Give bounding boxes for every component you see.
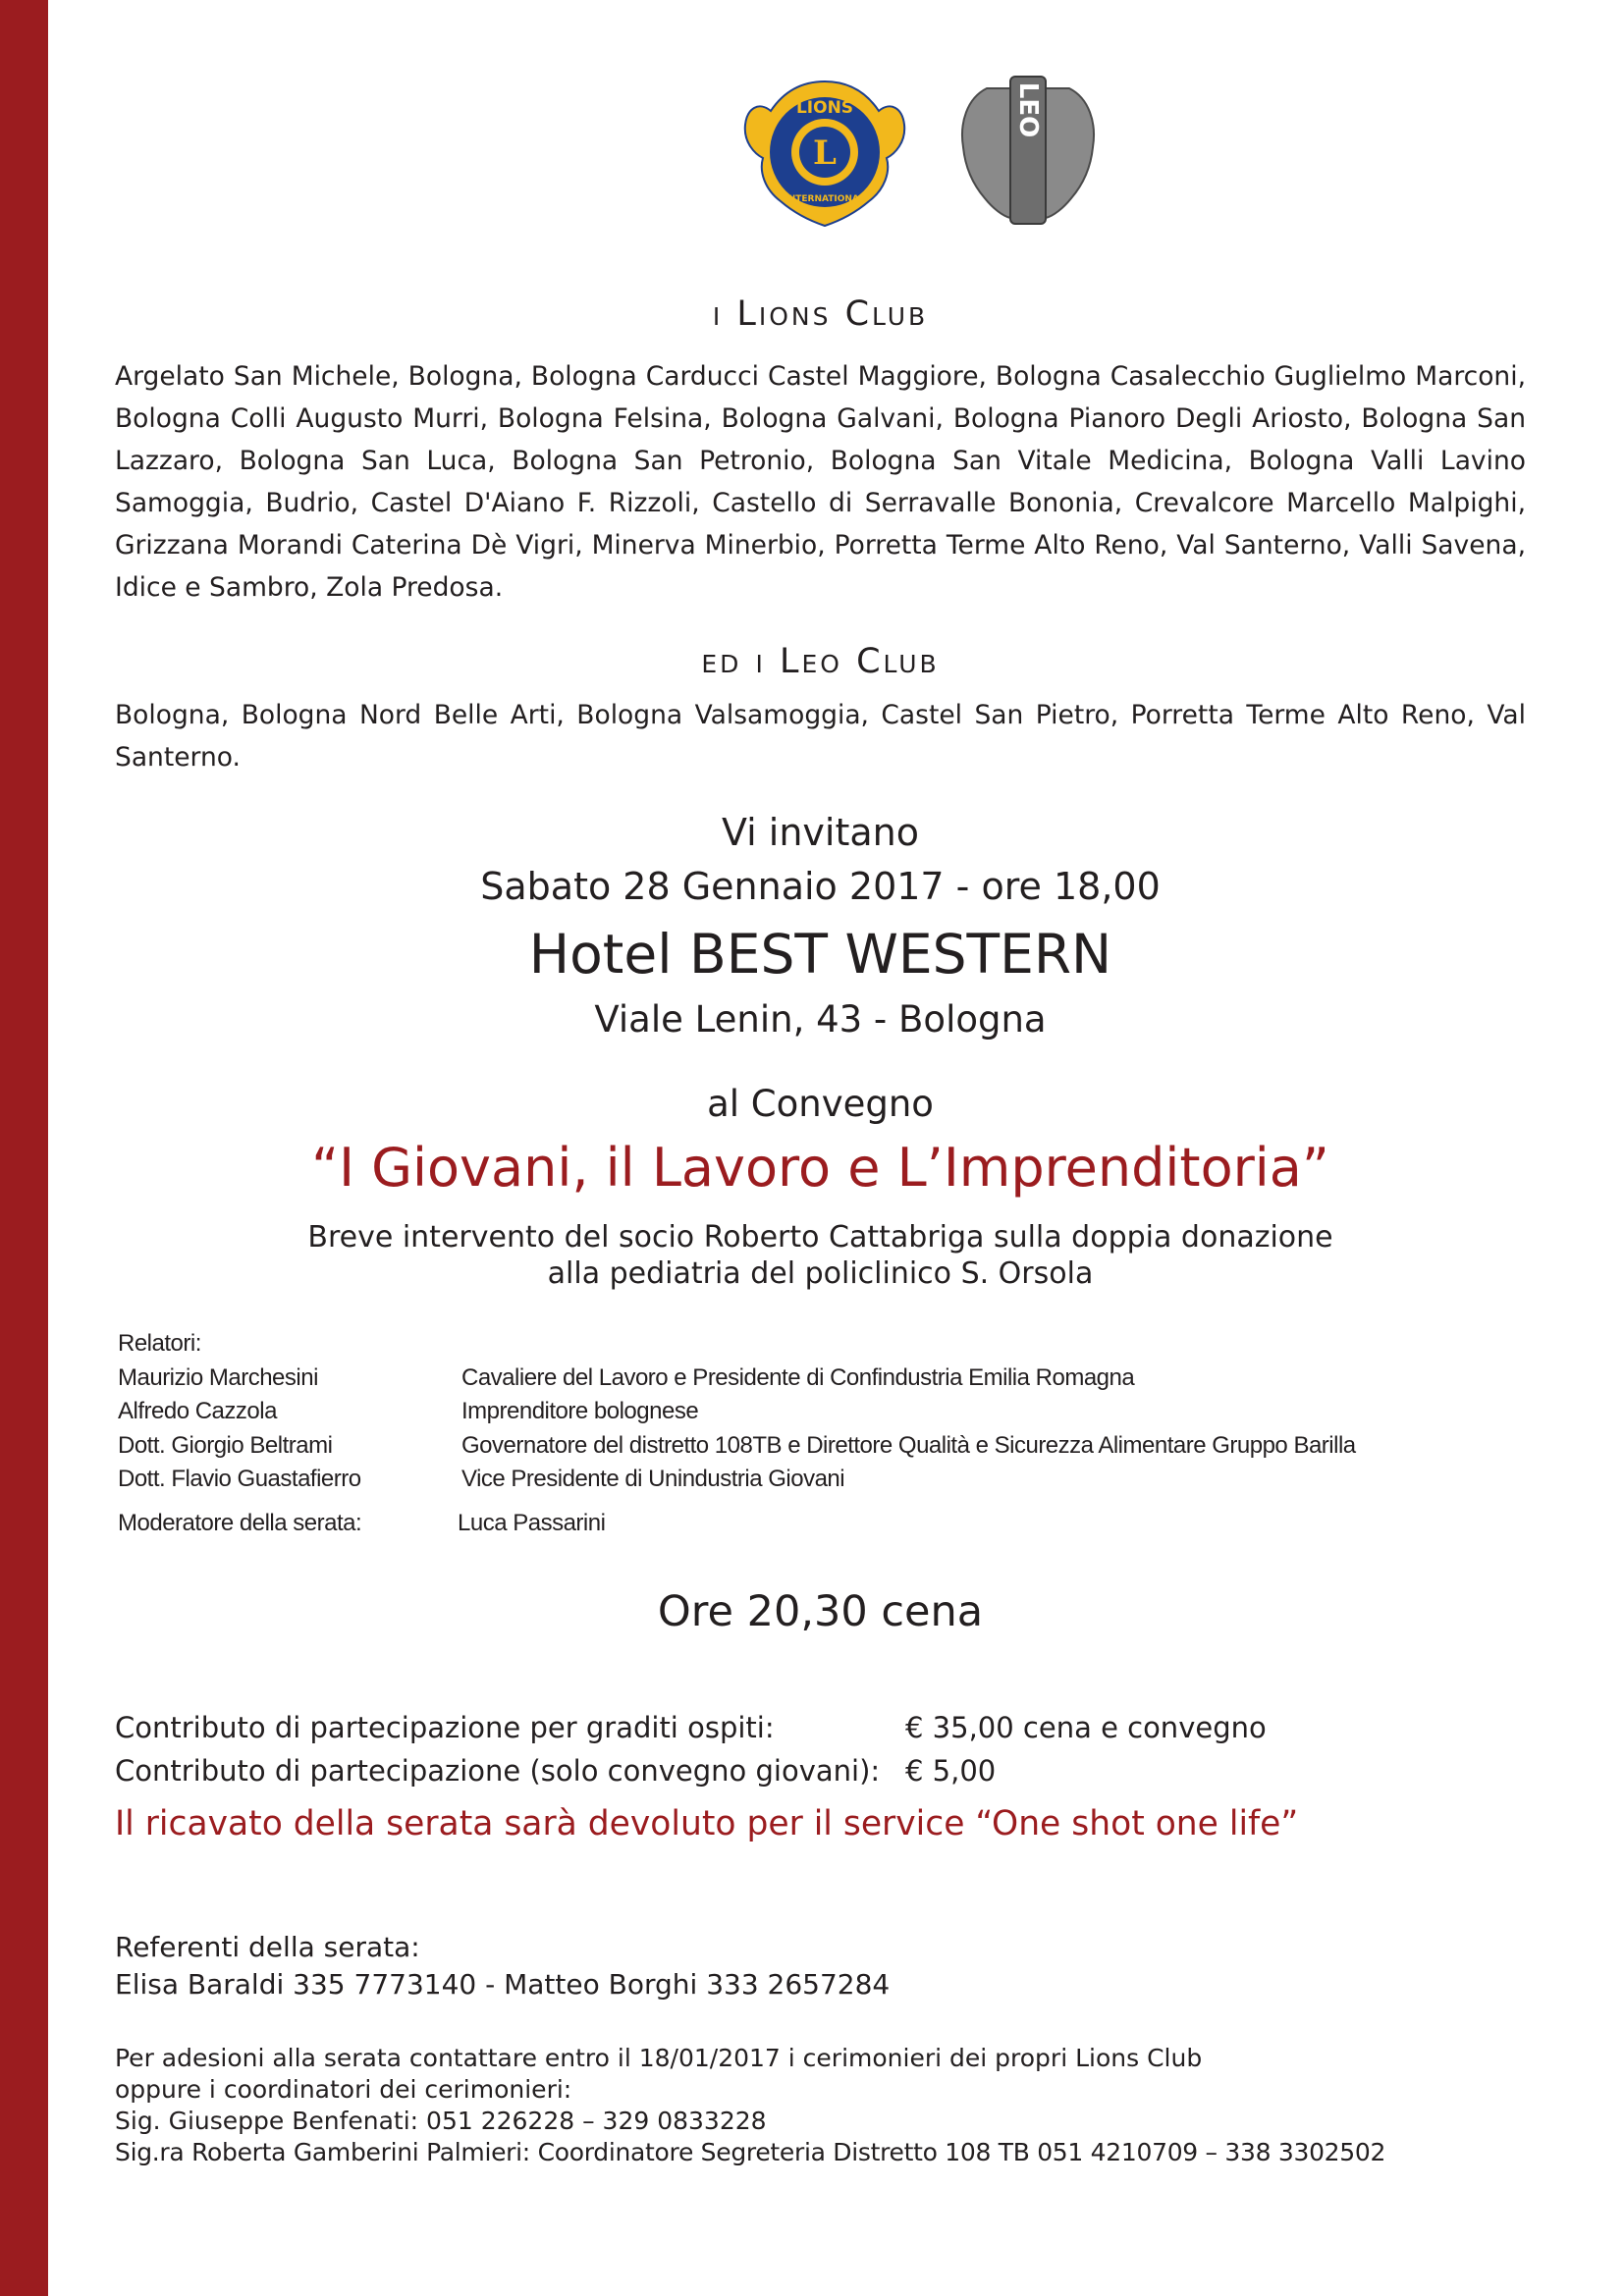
fee-label: Contributo di partecipazione per graditi ospiti: (115, 1711, 775, 1744)
speaker-role: Governatore del distretto 108TB e Direttore Qualità e Sicurezza Alimentare Gruppo Barilla (461, 1431, 1356, 1459)
lions-logo-letter: L (813, 133, 837, 173)
speakers-label: Relatori: (118, 1330, 201, 1357)
leo-club-logo (959, 69, 1097, 236)
speaker-role: Imprenditore bolognese (461, 1398, 699, 1424)
fee-value: € 5,00 (905, 1754, 997, 1788)
dinner-time: Ore 20,30 cena (657, 1587, 984, 1636)
leo-clubs-list: Bologna, Bologna Nord Belle Arti, Bologna Valsamoggia, Castel San Pietro, Porretta Terme Alto Reno, Val Santerno. (115, 700, 1526, 773)
speaker-row (118, 1429, 1522, 1464)
lions-logo-word: LIONS (795, 98, 854, 118)
fees-section (115, 1706, 1526, 1792)
conference-intro: al Convegno (707, 1083, 934, 1125)
speaker-row (118, 1395, 1522, 1429)
fee-row (115, 1706, 1526, 1749)
moderator-name: Luca Passarini (458, 1509, 606, 1536)
speaker-name: Dott. Giorgio Beltrami (118, 1431, 333, 1459)
leo-clubs-heading: ed i Leo Club (701, 642, 940, 681)
speaker-row (118, 1463, 1522, 1497)
lions-logo-ring: INTERNATIONAL (785, 194, 865, 204)
rsvp-line1: Per adesioni alla serata contattare entro il 18/01/2017 i cerimonieri dei propri Lions Club (115, 2044, 1203, 2072)
rsvp-line4: Sig.ra Roberta Gamberini Palmieri: Coordinatore Segreteria Distretto 108 TB 051 4210709 – 338 3302502 (115, 2138, 1386, 2166)
rsvp-line2: oppure i coordinatori dei cerimonieri: (115, 2075, 572, 2104)
contacts-names: Elisa Baraldi 335 7773140 - Matteo Borghi 333 2657284 (115, 1968, 891, 2001)
conference-note-line1: Breve intervento del socio Roberto Cattabriga sulla doppia donazione (307, 1220, 1333, 1255)
speakers-section (118, 1327, 1522, 1540)
fee-row (115, 1749, 1526, 1792)
logos-row (625, 69, 1313, 245)
fee-label: Contributo di partecipazione (solo convegno giovani): (115, 1754, 881, 1788)
rsvp-line3: Sig. Giuseppe Benfenati: 051 226228 – 329 0833228 (115, 2107, 767, 2135)
fee-value: € 35,00 cena e convegno (905, 1711, 1267, 1744)
charity-note: Il ricavato della serata sarà devoluto per il service “One shot one life” (115, 1804, 1299, 1843)
speaker-name: Maurizio Marchesini (118, 1363, 318, 1391)
speaker-name: Alfredo Cazzola (118, 1398, 277, 1424)
event-address: Viale Lenin, 43 - Bologna (594, 998, 1047, 1041)
speaker-role: Cavaliere del Lavoro e Presidente di Confindustria Emilia Romagna (461, 1363, 1135, 1391)
conference-note-line2: alla pediatria del policlinico S. Orsola (547, 1256, 1094, 1291)
invite-line: Vi invitano (721, 811, 919, 854)
moderator-row (118, 1507, 1522, 1541)
conference-title: “I Giovani, il Lavoro e L’Imprenditoria” (311, 1137, 1329, 1199)
speaker-role: Vice Presidente di Unindustria Giovani (461, 1466, 845, 1492)
event-venue: Hotel BEST WESTERN (528, 923, 1112, 986)
speaker-name: Dott. Flavio Guastafierro (118, 1466, 361, 1492)
lions-international-logo (741, 74, 908, 231)
moderator-label: Moderatore della serata: (118, 1509, 362, 1536)
lions-clubs-heading: i Lions Club (712, 294, 929, 334)
leo-logo-text: LEO (1013, 81, 1043, 138)
contacts-label: Referenti della serata: (115, 1931, 420, 1963)
lions-clubs-list: Argelato San Michele, Bologna, Bologna Carducci Castel Maggiore, Bologna Casalecchio Guglielmo Marconi, Bologna Colli Augusto Murri, Bologna Felsina, Bologna Galvani, Bologna Pianoro Degli Ariosto, Bologna San Lazzaro, Bologna San Luca, Bologna San Petronio, Bologna San Vitale Medicina, Bologna Valli Lavino Samoggia, Budrio, Castel D'Aiano F. Rizzoli, Castello di Serravalle Bononia, Crevalcore Marcello Malpighi, Grizzana Morandi Caterina Dè Vigri, Minerva Minerbio, Porretta Terme Alto Reno, Val Santerno, Valli Savena, Idice e Sambro, Zola Predosa. (115, 361, 1526, 603)
speaker-row (118, 1362, 1522, 1396)
event-date: Sabato 28 Gennaio 2017 - ore 18,00 (480, 865, 1161, 908)
left-red-border (0, 0, 48, 2296)
